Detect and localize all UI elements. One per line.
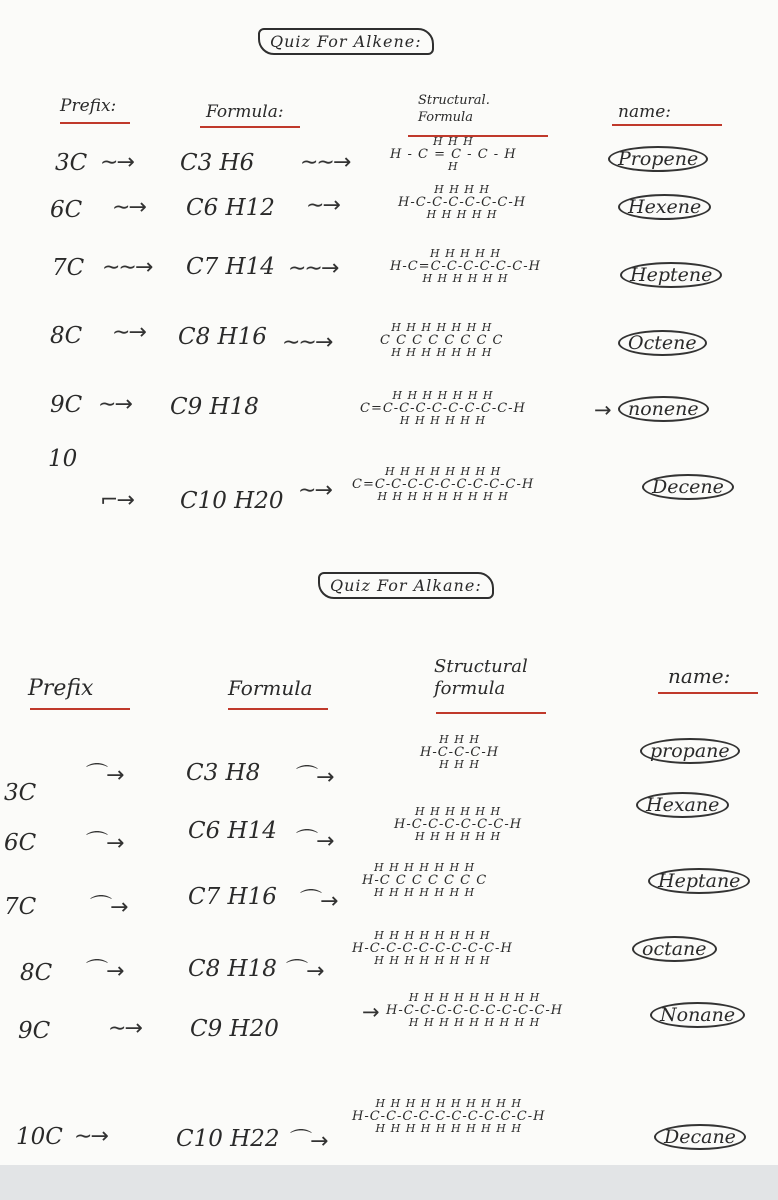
alkane-formula-rule (228, 708, 328, 710)
alkane-header-prefix: Prefix (28, 676, 94, 701)
alkene-name-1: Hexene (618, 194, 711, 220)
arrow-icon: → (594, 398, 612, 422)
alkane-formula-1: C6 H14 (188, 818, 277, 844)
alkene-formula-1: C6 H12 (186, 195, 275, 221)
alkane-name-rule (658, 692, 758, 694)
alkane-formula-5: C10 H22 (176, 1126, 280, 1152)
alkane-prefix-5: 10C (16, 1124, 63, 1150)
wavy-arrow-icon: ∼∼→ (102, 255, 152, 280)
wavy-arrow-icon: ⌒→ (86, 831, 123, 856)
wavy-arrow-icon: ⌒→ (90, 895, 127, 920)
alkane-name-5: Decane (654, 1124, 746, 1150)
alkene-structure-4: H H H H H H H C=C-C-C-C-C-C-C-C-H H H H H H H (360, 389, 526, 428)
wavy-arrow-icon: ∼→ (112, 195, 145, 220)
alkane-name-2: Heptane (648, 868, 750, 894)
wavy-arrow-icon: ⌒→ (290, 1129, 327, 1154)
wavy-arrow-icon: ∼∼→ (282, 330, 332, 355)
wavy-arrow-icon: ⌒→ (296, 829, 333, 854)
alkene-structure-2: H H H H H H-C=C-C-C-C-C-C-H H H H H H H (390, 247, 541, 286)
wavy-arrow-icon: ⌒→ (296, 765, 333, 790)
wavy-arrow-icon: ∼∼→ (300, 150, 350, 175)
wavy-arrow-icon: ∼→ (98, 392, 131, 417)
alkene-header-name: name: (618, 102, 671, 122)
alkene-formula-5: C10 H20 (180, 488, 284, 514)
alkene-prefix-3: 8C (50, 323, 83, 349)
alkene-formula-3: C8 H16 (178, 324, 267, 350)
alkane-header-structure: Structural formula (434, 656, 528, 699)
alkane-formula-2: C7 H16 (188, 884, 277, 910)
wavy-arrow-icon: ∼→ (100, 150, 133, 175)
arrow-icon: → (362, 1000, 380, 1024)
alkene-formula-0: C3 H6 (180, 150, 255, 176)
alkene-structure-0: H H H H - C = C - C - H H (390, 135, 517, 174)
alkane-header-name: name: (668, 664, 731, 688)
alkene-name-4: nonene (618, 396, 709, 422)
wavy-arrow-icon: ∼→ (74, 1124, 107, 1149)
wavy-arrow-icon: ∼→ (306, 193, 339, 218)
wavy-arrow-icon: ∼→ (108, 1016, 141, 1041)
alkane-prefix-3: 8C (20, 960, 53, 986)
alkane-name-4: Nonane (650, 1002, 745, 1028)
alkene-prefix-1: 6C (50, 197, 83, 223)
alkene-quiz-title: Quiz For Alkene: (258, 28, 434, 55)
wavy-arrow-icon: ⌐→ (100, 488, 133, 513)
alkene-header-prefix: Prefix: (60, 96, 117, 116)
alkane-formula-3: C8 H18 (188, 956, 277, 982)
alkene-name-2: Heptene (620, 262, 722, 288)
wavy-arrow-icon: ⌒→ (300, 889, 337, 914)
alkene-formula-rule (200, 126, 300, 128)
alkane-header-formula: Formula (228, 676, 313, 700)
alkane-prefix-rule (30, 708, 130, 710)
alkane-prefix-2: 7C (4, 894, 37, 920)
alkene-prefix-5: 10 (48, 446, 78, 472)
alkene-name-5: Decene (642, 474, 734, 500)
alkene-prefix-rule (60, 122, 130, 124)
alkane-structure-rule (436, 712, 546, 714)
alkane-structure-4: H H H H H H H H H H-C-C-C-C-C-C-C-C-C-H H H H H H H H H H (386, 991, 564, 1030)
alkane-name-1: Hexane (636, 792, 729, 818)
alkene-header-formula: Formula: (206, 102, 284, 122)
alkane-quiz-title: Quiz For Alkane: (318, 572, 494, 599)
alkene-name-3: Octene (618, 330, 707, 356)
wavy-arrow-icon: ⌒→ (86, 959, 123, 984)
alkene-structure-3: H H H H H H H C C C C C C C C H H H H H H H (380, 321, 504, 360)
wavy-arrow-icon: ∼→ (298, 478, 331, 503)
alkene-name-rule (612, 124, 722, 126)
alkane-structure-5: H H H H H H H H H H H-C-C-C-C-C-C-C-C-C-C-H H H H H H H H H H H (352, 1097, 546, 1136)
alkane-structure-3: H H H H H H H H H-C-C-C-C-C-C-C-C-H H H H H H H H H (352, 929, 513, 968)
alkene-formula-2: C7 H14 (186, 254, 275, 280)
alkene-prefix-0: 3C (55, 150, 88, 176)
alkane-prefix-4: 9C (18, 1018, 51, 1044)
alkane-formula-4: C9 H20 (190, 1016, 279, 1042)
alkene-prefix-2: 7C (52, 255, 85, 281)
alkane-structure-0: H H H H-C-C-C-H H H H (420, 733, 500, 772)
alkene-formula-4: C9 H18 (170, 394, 259, 420)
alkene-name-0: Propene (608, 146, 708, 172)
alkane-formula-0: C3 H8 (186, 760, 261, 786)
alkane-name-3: octane (632, 936, 717, 962)
background-floor (0, 1165, 778, 1200)
alkene-structure-5: H H H H H H H H C=C-C-C-C-C-C-C-C-C-H H H H H H H H H H (352, 465, 535, 504)
wavy-arrow-icon: ∼→ (112, 320, 145, 345)
alkene-structure-1: H H H H H-C-C-C-C-C-C-H H H H H H (398, 183, 527, 222)
alkane-prefix-0: 3C (4, 780, 37, 806)
alkene-prefix-4: 9C (50, 392, 83, 418)
alkane-structure-1: H H H H H H H-C-C-C-C-C-C-H H H H H H H (394, 805, 523, 844)
wavy-arrow-icon: ∼∼→ (288, 256, 338, 281)
alkane-structure-2: H H H H H H H H-C C C C C C C H H H H H H H (362, 861, 488, 900)
wavy-arrow-icon: ⌒→ (286, 959, 323, 984)
alkane-name-0: propane (640, 738, 740, 764)
wavy-arrow-icon: ⌒→ (86, 763, 123, 788)
alkene-header-structure: Structural. Formula (418, 93, 490, 125)
alkane-prefix-1: 6C (4, 830, 37, 856)
